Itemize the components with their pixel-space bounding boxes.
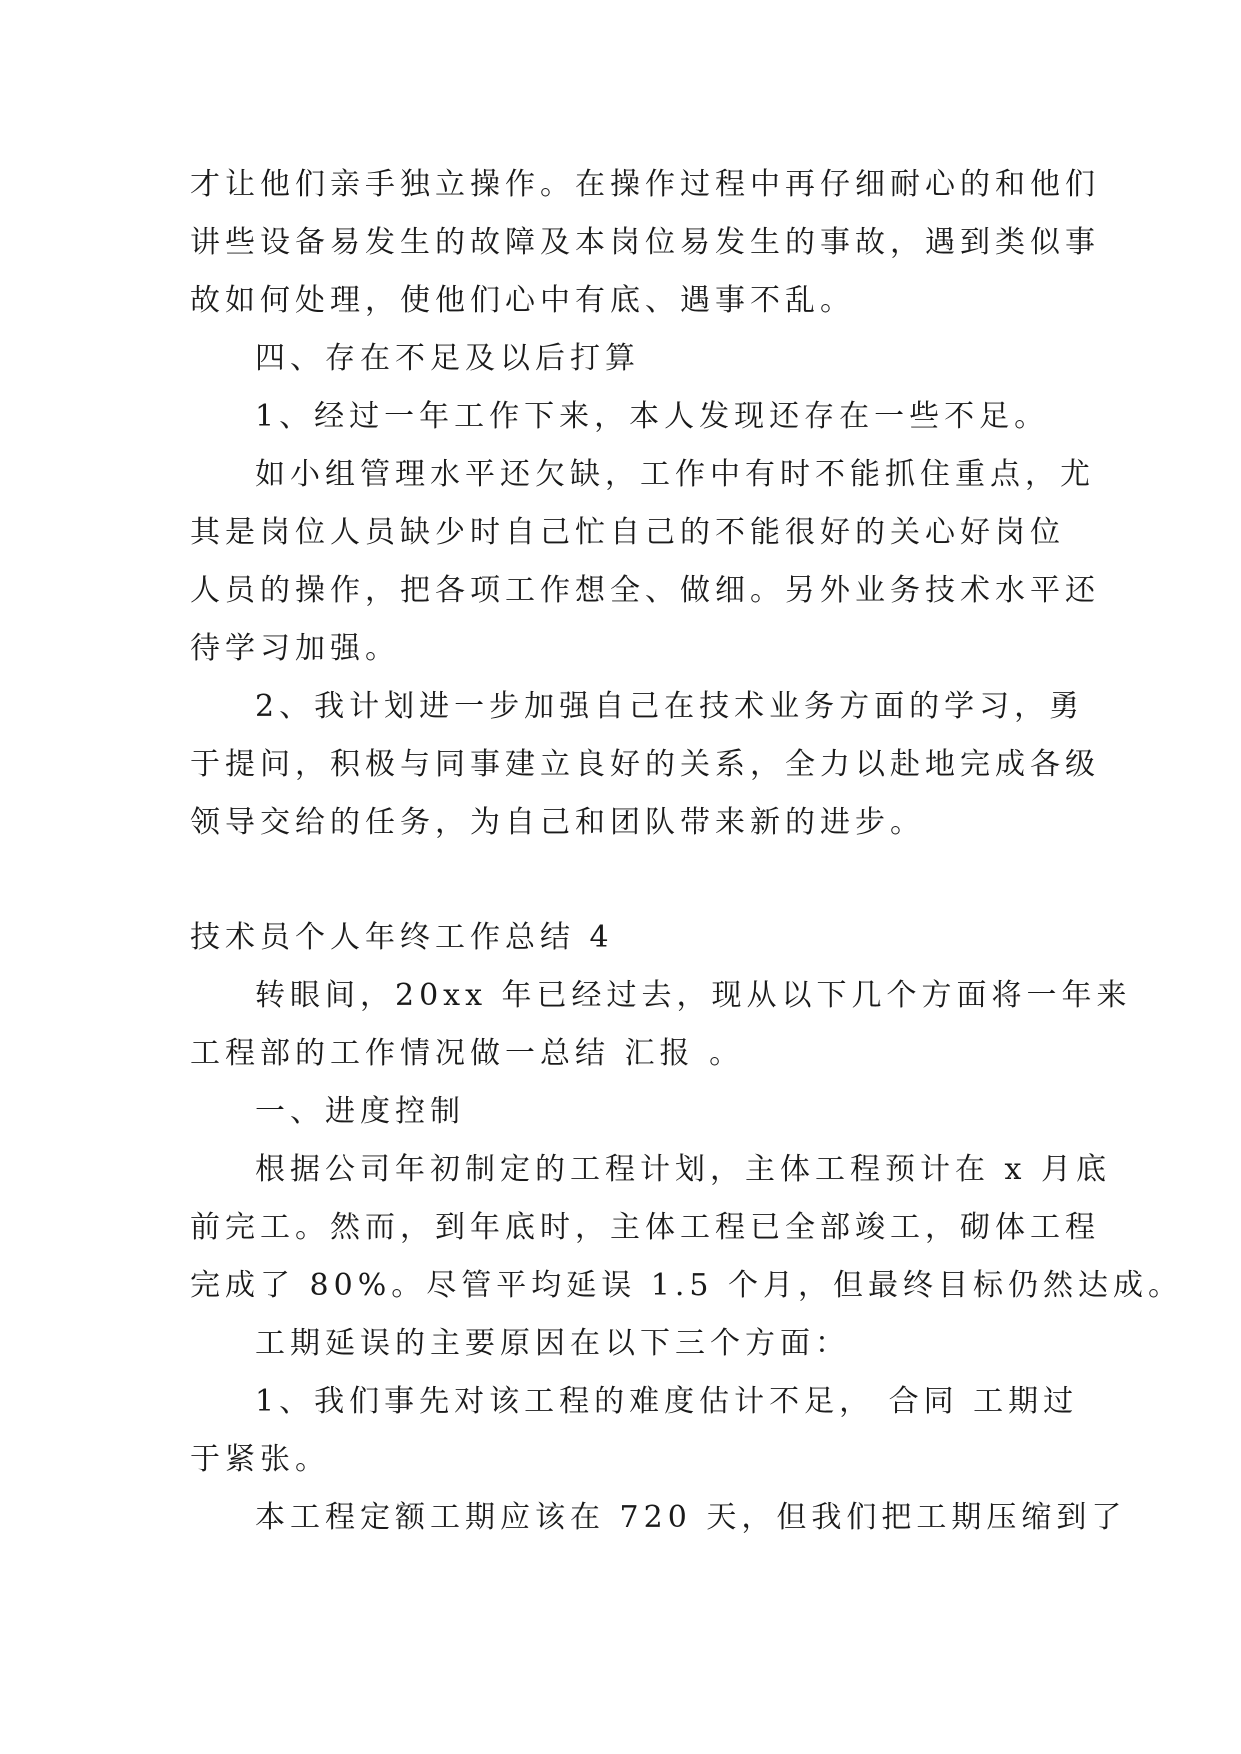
paragraph-line: 1、我们事先对该工程的难度估计不足， 合同 工期过 xyxy=(255,1384,1079,1419)
paragraph-line: 本工程定额工期应该在 720 天，但我们把工期压缩到了 xyxy=(255,1500,1127,1535)
section-heading: 一、进度控制 xyxy=(255,1094,465,1129)
paragraph-line: 故如何处理，使他们心中有底、遇事不乱。 xyxy=(190,283,855,318)
paragraph-line: 工程部的工作情况做一总结 汇报 。 xyxy=(190,1036,745,1071)
paragraph-line: 工期延误的主要原因在以下三个方面： xyxy=(255,1326,850,1361)
section-heading: 四、存在不足及以后打算 xyxy=(255,341,640,376)
paragraph-line: 完成了 80%。尽管平均延误 1.5 个月，但最终目标仍然达成。 xyxy=(190,1268,1183,1303)
paragraph-line: 根据公司年初制定的工程计划，主体工程预计在 x 月底 xyxy=(255,1152,1111,1187)
paragraph-line: 转眼间，20xx 年已经过去，现从以下几个方面将一年来 xyxy=(255,978,1132,1013)
paragraph-line: 才让他们亲手独立操作。在操作过程中再仔细耐心的和他们 xyxy=(190,167,1100,202)
document-title: 技术员个人年终工作总结 4 xyxy=(190,920,614,955)
paragraph-line: 1、经过一年工作下来，本人发现还存在一些不足。 xyxy=(255,399,1050,434)
paragraph-line: 讲些设备易发生的故障及本岗位易发生的事故，遇到类似事 xyxy=(190,225,1100,260)
paragraph-line: 如小组管理水平还欠缺，工作中有时不能抓住重点，尤 xyxy=(255,457,1095,492)
paragraph-line: 2、我计划进一步加强自己在技术业务方面的学习，勇 xyxy=(255,689,1085,724)
paragraph-line: 待学习加强。 xyxy=(190,631,400,666)
paragraph-line: 人员的操作，把各项工作想全、做细。另外业务技术水平还 xyxy=(190,573,1100,608)
paragraph-line: 前完工。然而，到年底时，主体工程已全部竣工，砌体工程 xyxy=(190,1210,1100,1245)
paragraph-line: 于紧张。 xyxy=(190,1442,330,1477)
paragraph-line: 于提问，积极与同事建立良好的关系，全力以赴地完成各级 xyxy=(190,747,1100,782)
paragraph-line: 其是岗位人员缺少时自己忙自己的不能很好的关心好岗位 xyxy=(190,515,1065,550)
paragraph-line: 领导交给的任务，为自己和团队带来新的进步。 xyxy=(190,805,925,840)
